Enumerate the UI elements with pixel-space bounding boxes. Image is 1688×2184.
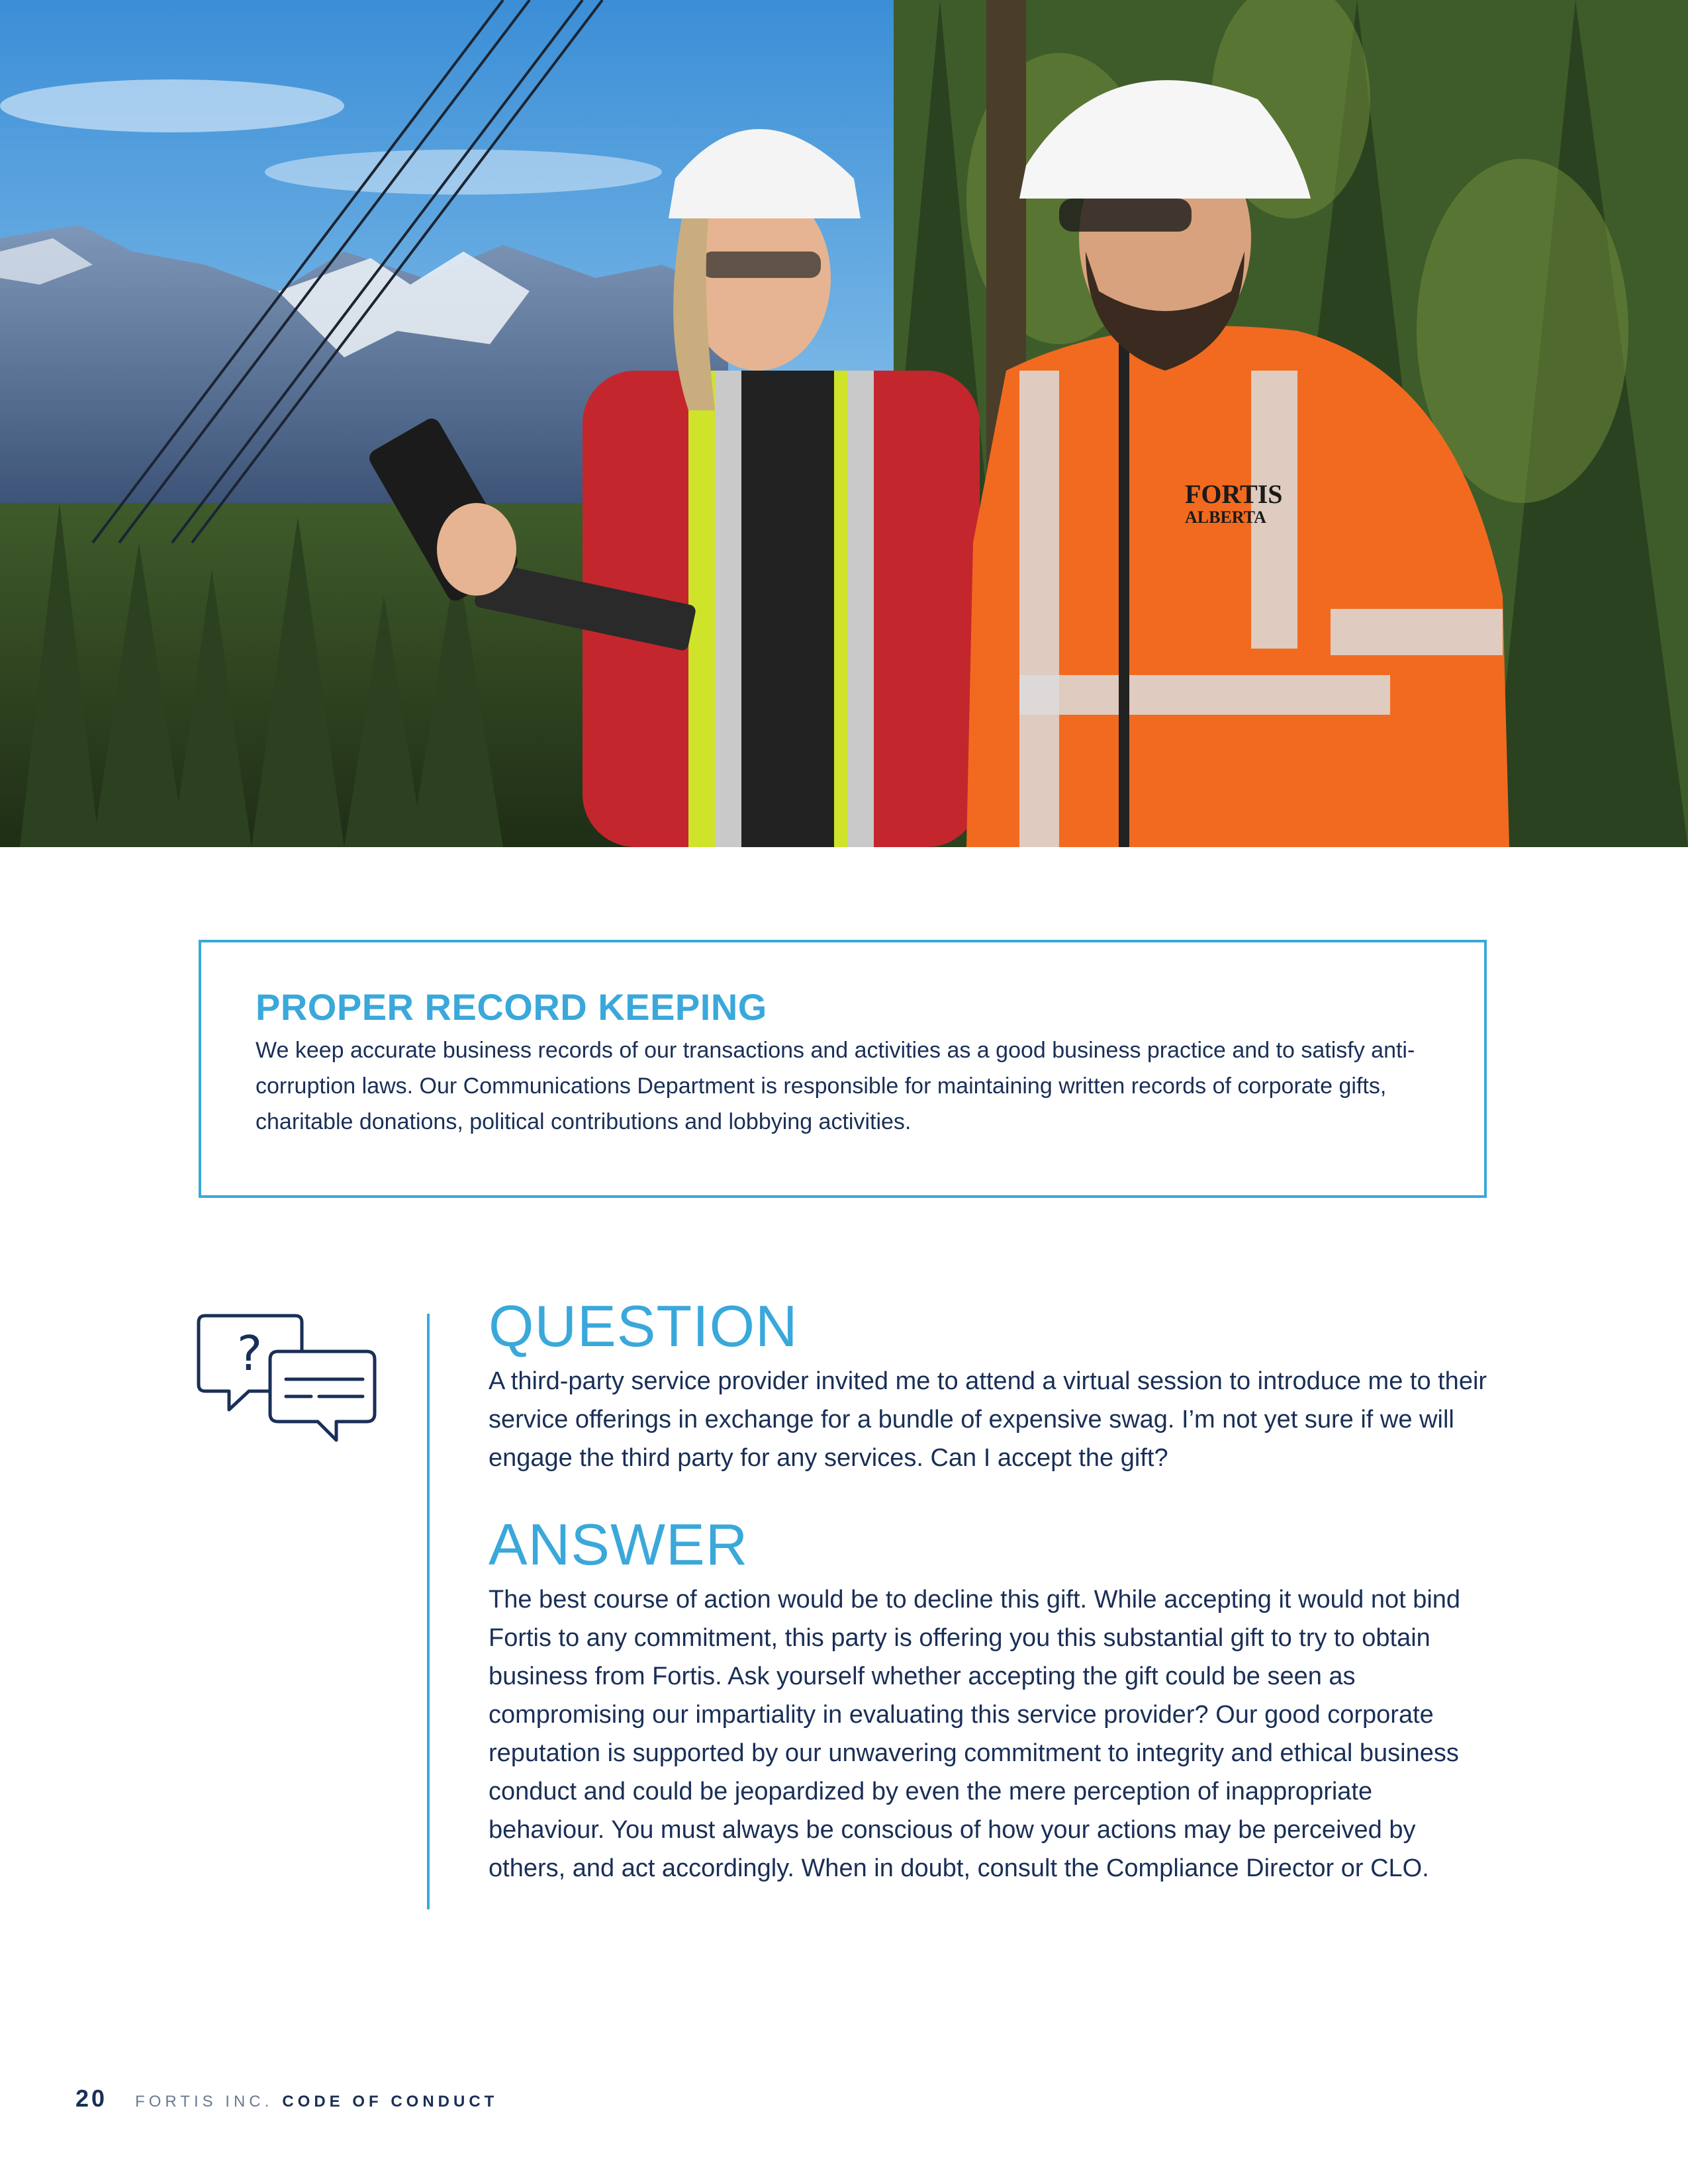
answer-text: The best course of action would be to decline this gift. While accepting it would not bind Fortis to any commitment, this party is offering you this substantial gift to try to obtain business from Fortis. Ask yourself whether accepting the gift could be seen as compromising our impartiality in evaluating this service provider? Our good corporate reputation is supported by our unwavering commitment to integrity and ethical business conduct and could be jeopardized by even the mere perception of inappropriate behaviour. You must always be conscious of how your actions may be perceived by others, and act accordingly. When in doubt, consult the Compliance Director or CLO. bbox=[489, 1586, 1461, 1882]
qa-divider bbox=[427, 1314, 430, 1909]
proper-record-keeping-callout bbox=[199, 940, 1487, 1198]
answer-heading: ANSWER bbox=[489, 1512, 749, 1577]
question-text: A third-party service provider invited me to attend a virtual session to introduce me to their service offerings in exchange for a bundle of expensive swag. I’m not yet sure if we will engage the third party for any services. Can I accept the gift? bbox=[489, 1367, 1487, 1472]
question-answer-chat-icon bbox=[196, 1310, 381, 1443]
hero-illustration bbox=[0, 0, 1688, 847]
callout-body: We keep accurate business records of our transactions and activities as a good business practice and to satisfy anti-corruption laws. Our Communications Department is responsible for maintaining written records of corporate gifts, charitable donations, political contributions and lobbying activities. bbox=[256, 1038, 1415, 1134]
page-number: 20 bbox=[75, 2085, 108, 2112]
svg-text:?: ? bbox=[237, 1326, 263, 1381]
hero-photo bbox=[0, 0, 1688, 847]
question-heading: QUESTION bbox=[489, 1293, 798, 1359]
footer-doc-title: CODE OF CONDUCT bbox=[282, 2093, 498, 2111]
page-footer bbox=[75, 2085, 498, 2113]
jacket-logo-fortis: FORTIS bbox=[1185, 479, 1283, 509]
callout-title: PROPER RECORD KEEPING bbox=[256, 986, 767, 1028]
question-answer-section bbox=[489, 1293, 1495, 1888]
jacket-logo-alberta: ALBERTA bbox=[1185, 508, 1266, 527]
footer-org: FORTIS INC. bbox=[135, 2093, 273, 2111]
